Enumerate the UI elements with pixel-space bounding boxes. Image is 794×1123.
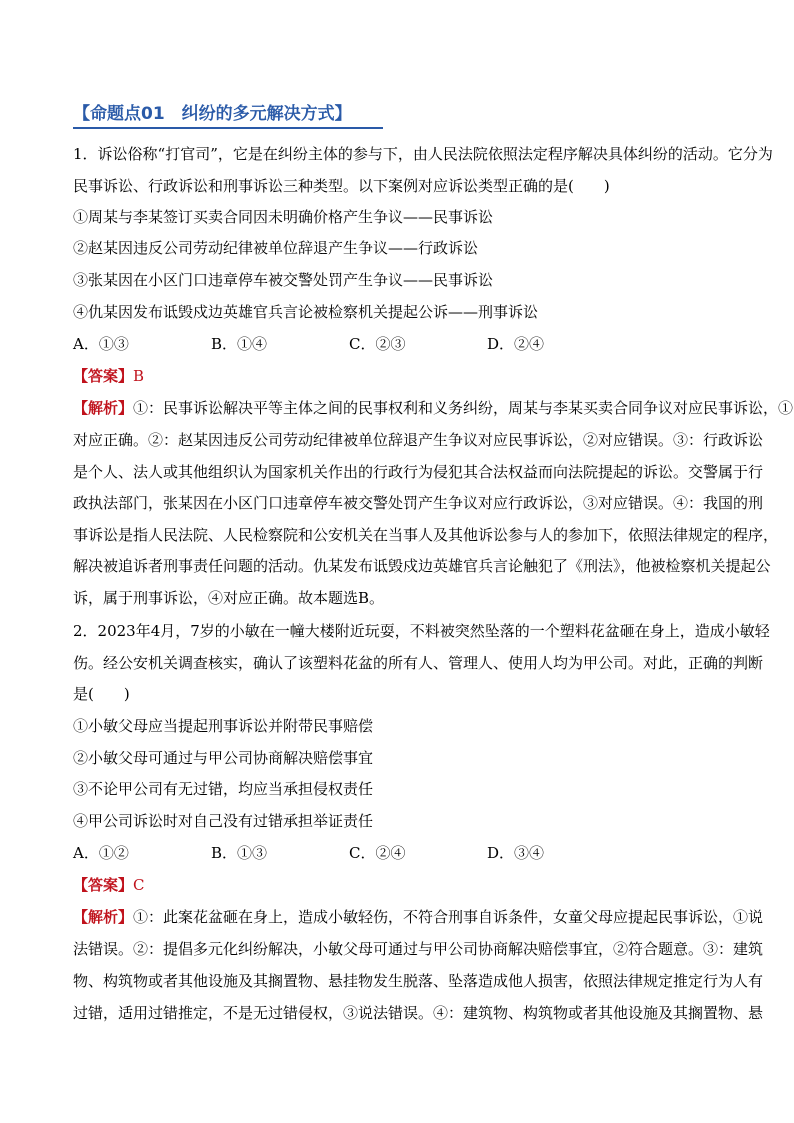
q1-answer-value: B [133,367,145,385]
q1-option-b: B．①④ [211,335,268,353]
q1-analysis-line-4: 政执法部门，张某因在小区门口违章停车被交警处罚产生争议对应行政诉讼，③对应错误。④：我国的刑 [73,494,764,512]
q1-option-d: D．②④ [487,335,545,353]
q1-analysis-line-5: 事诉讼是指人民法院、人民检察院和公安机关在当事人及其他诉讼参与人的参加下，依照法律规定的程序， [73,526,779,544]
q2-option-d: D．③④ [487,844,545,862]
q1-item-1: ①周某与李某签订买卖合同因未明确价格产生争议——民事诉讼 [73,208,494,226]
q2-answer-value: C [133,876,145,894]
q1-analysis-line-7: 诉，属于刑事诉讼，④对应正确。故本题选B。 [73,589,385,607]
q1-analysis-line-1 [73,399,794,417]
q2-analysis-line-1 [73,908,764,926]
q2-options [73,844,753,862]
q1-item-2: ②赵某因违反公司劳动纪律被单位辞退产生争议——行政诉讼 [73,239,479,257]
q1-options [73,335,753,353]
q1-analysis-line-3: 是个人、法人或其他组织认为国家机关作出的行政行为侵犯其合法权益而向法院提起的诉讼。交警属于行 [73,463,764,481]
q1-analysis-label: 【解析】 [73,399,134,417]
section-title: 【命题点01 纠纷的多元解决方式】 [73,103,383,129]
q2-item-1: ①小敏父母应当提起刑事诉讼并附带民事赔偿 [73,717,374,735]
q1-analysis-line-6: 解决被追诉者刑事责任问题的活动。仇某发布诋毁戍边英雄官兵言论触犯了《刑法》，他被检察机关提起公 [73,557,771,575]
q1-answer-label: 【答案】 [73,367,134,385]
q2-analysis-line-3: 物、构筑物或者其他设施及其搁置物、悬挂物发生脱落、坠落造成他人损害，依照法律规定推定行为人有 [73,972,764,990]
q1-item-3: ③张某因在小区门口违章停车被交警处罚产生争议——民事诉讼 [73,271,494,289]
q2-analysis-line-4: 过错，适用过错推定，不是无过错侵权，③说法错误。④：建筑物、构筑物或者其他设施及其搁置物、悬 [73,1004,764,1022]
q1-analysis-line-2: 对应正确。②：赵某因违反公司劳动纪律被单位辞退产生争议对应民事诉讼，②对应错误。③：行政诉讼 [73,431,764,449]
q2-item-4: ④甲公司诉讼时对自己没有过错承担举证责任 [73,812,374,830]
q2-stem-line-1: 2．2023年4月，7岁的小敏在一幢大楼附近玩耍，不料被突然坠落的一个塑料花盆砸在身上，造成小敏轻 [73,622,770,640]
q2-item-3: ③不论甲公司有无过错，均应当承担侵权责任 [73,780,374,798]
q1-analysis-text: ①：民事诉讼解决平等主体之间的民事权利和义务纠纷，周某与李某买卖合同争议对应民事诉讼，① [133,399,794,417]
q2-analysis-label: 【解析】 [73,908,134,926]
q2-item-2: ②小敏父母可通过与甲公司协商解决赔偿事宜 [73,749,374,767]
q1-stem-line-2: 民事诉讼、行政诉讼和刑事诉讼三种类型。以下案例对应诉讼类型正确的是( ) [73,177,610,195]
q2-stem-line-3: 是( ) [73,685,130,703]
q2-stem-line-2: 伤。经公安机关调查核实，确认了该塑料花盆的所有人、管理人、使用人均为甲公司。对此，正确的判断 [73,654,764,672]
q2-answer-label: 【答案】 [73,876,134,894]
q2-analysis-line-2: 法错误。②：提倡多元化纠纷解决，小敏父母可通过与甲公司协商解决赔偿事宜，②符合题意。③：建筑 [73,940,764,958]
q2-analysis-text: ①：此案花盆砸在身上，造成小敏轻伤，不符合刑事自诉条件，女童父母应提起民事诉讼，①说 [133,908,764,926]
q1-stem-line-1: 1．诉讼俗称“打官司”，它是在纠纷主体的参与下，由人民法院依照法定程序解决具体纠纷的活动。它分为 [73,145,773,163]
q1-item-4: ④仇某因发布诋毁戍边英雄官兵言论被检察机关提起公诉——刑事诉讼 [73,303,539,321]
q2-option-b: B．①③ [211,844,268,862]
q2-answer [73,876,753,894]
q1-option-a: A．①③ [73,335,129,353]
q1-answer [73,367,753,385]
q2-option-a: A．①② [73,844,129,862]
q2-option-c: C．②④ [349,844,406,862]
q1-option-c: C．②③ [349,335,406,353]
